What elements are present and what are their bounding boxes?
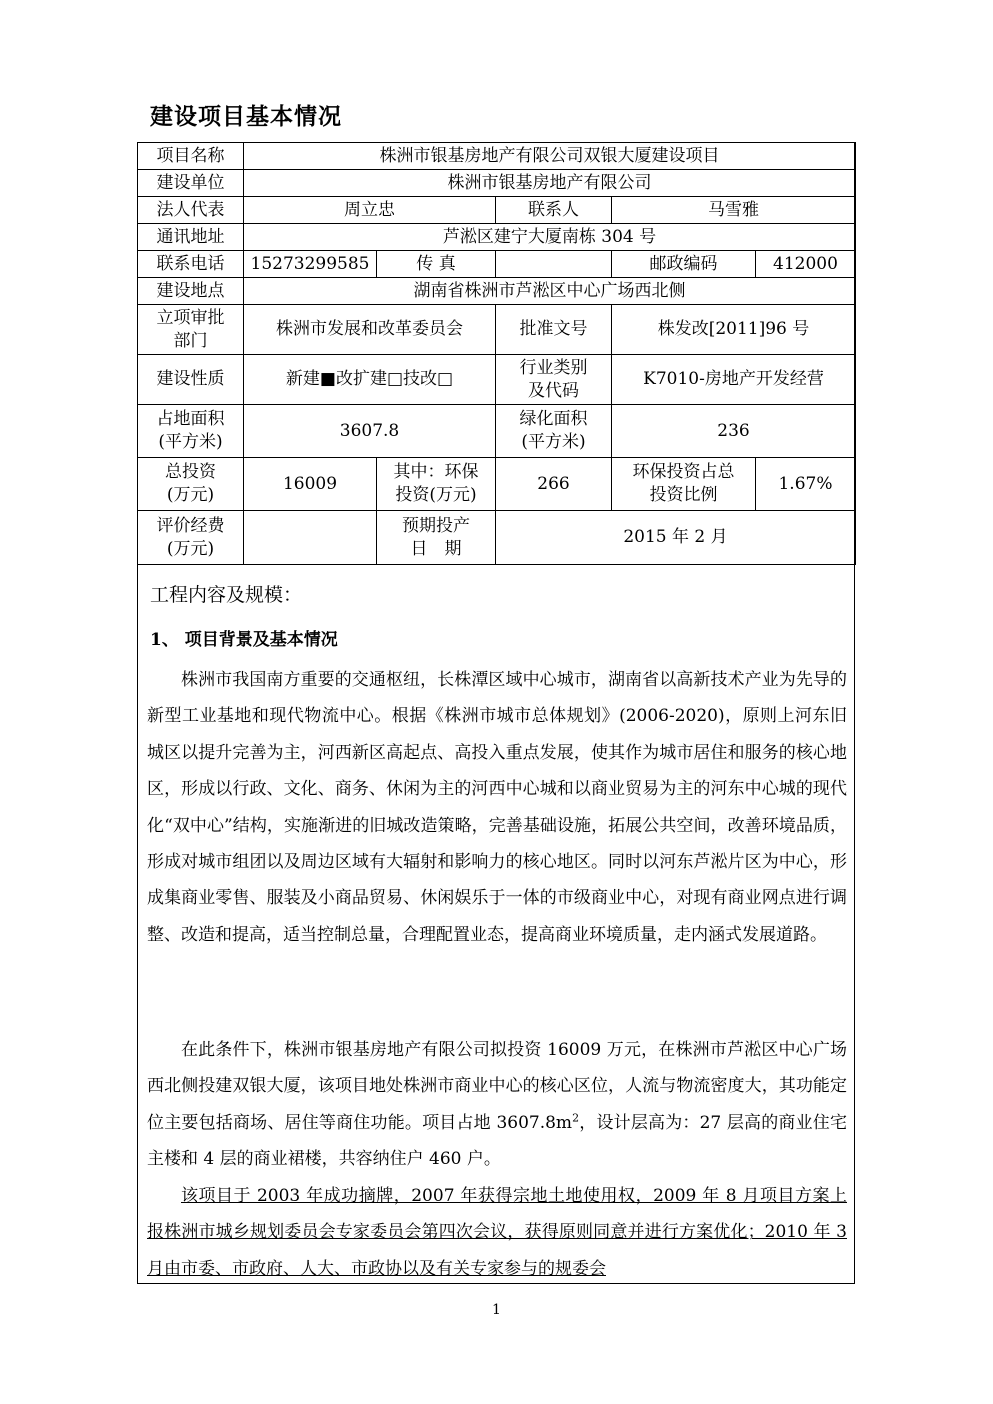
- label-env-ratio: 环保投资占总 投资比例: [612, 458, 756, 511]
- table-row: [138, 224, 856, 251]
- table-row: [138, 405, 856, 458]
- value-location: 湖南省株洲市芦淞区中心广场西北侧: [244, 278, 856, 305]
- label-location: 建设地点: [138, 278, 244, 305]
- label-builder: 建设单位: [138, 170, 244, 197]
- table-row: [138, 170, 856, 197]
- value-builder: 株洲市银基房地产有限公司: [244, 170, 856, 197]
- value-env-ratio: 1.67%: [756, 458, 856, 511]
- table-row: [138, 355, 856, 405]
- value-build-nature: 新建■改扩建□技改□: [244, 355, 496, 405]
- label-legal-rep: 法人代表: [138, 197, 244, 224]
- table-row: [138, 458, 856, 511]
- label-approval-dept: 立项审批 部门: [138, 305, 244, 355]
- paragraph-history: 该项目于 2003 年成功摘牌，2007 年获得宗地土地使用权，2009 年 8 月项目方案上报株洲市城乡规划委员会专家委员会第四次会议，获得原则同意并进行方案优化；2010 年 3 月由市委、市政府、人大、市政协以及有关专家参与的规委会: [147, 1186, 847, 1279]
- value-land-area: 3607.8: [244, 405, 496, 458]
- value-approval-dept: 株洲市发展和改革委员会: [244, 305, 496, 355]
- table-row: [138, 143, 856, 170]
- value-legal-rep: 周立忠: [244, 197, 496, 224]
- table-row: [138, 251, 856, 278]
- subsection-heading: 1、 项目背景及基本情况: [150, 630, 338, 650]
- value-total-investment: 16009: [244, 458, 377, 511]
- paragraph-background: 株洲市我国南方重要的交通枢纽，长株潭区域中心城市，湖南省以高新技术产业为先导的新型工业基地和现代物流中心。根据《株洲市城市总体规划》(2006-2020)，原则上河东旧城区以提升完善为主，河西新区高起点、高投入重点发展，使其作为城市居住和服务的核心地区，形成以行政、文化、商务、休闲为主的河西中心城和以商业贸易为主的河东中心城的现代化“双中心”结构，实施渐进的旧城改造策略，完善基础设施，拓展公共空间，改善环境品质，形成对城市组团以及周边区域有大辐射和影响力的核心地区。同时以河东芦淞片区为中心，形成集商业零售、服装及小商品贸易、休闲娱乐于一体的市级商业中心，对现有商业网点进行调整、改造和提高，适当控制总量，合理配置业态，提高商业环境质量，走内涵式发展道路。: [147, 670, 847, 945]
- value-eval-fee: [244, 511, 377, 565]
- label-contact: 联系人: [496, 197, 612, 224]
- label-green-area: 绿化面积 (平方米): [496, 405, 612, 458]
- page-number: 1: [492, 1302, 501, 1318]
- value-env-investment: 266: [496, 458, 612, 511]
- table-row: [138, 305, 856, 355]
- value-contact: 马雪雅: [612, 197, 856, 224]
- label-project-name: 项目名称: [138, 143, 244, 170]
- label-approval-no: 批准文号: [496, 305, 612, 355]
- label-fax: 传 真: [377, 251, 496, 278]
- table-row: [138, 278, 856, 305]
- label-build-nature: 建设性质: [138, 355, 244, 405]
- label-env-investment: 其中：环保 投资(万元): [377, 458, 496, 511]
- page-title: 建设项目基本情况: [150, 104, 342, 130]
- value-postcode: 412000: [756, 251, 856, 278]
- value-approval-no: 株发改[2011]96 号: [612, 305, 856, 355]
- paragraph-investment: 在此条件下，株洲市银基房地产有限公司拟投资 16009 万元，在株洲市芦淞区中心广场西北侧投建双银大厦，该项目地处株洲市商业中心的核心区位，人流与物流密度大，其功能定位主要包括商场、居住等商住功能。项目占地 $3607.8m^2$，设计层高为：27 层高的商业住宅主楼和 4 层的商业裙楼，共容纳住户 460 户。: [147, 1040, 847, 1170]
- label-expected-date: 预期投产 日 期: [377, 511, 496, 565]
- project-info-table: [137, 142, 856, 565]
- label-industry: 行业类别 及代码: [496, 355, 612, 405]
- table-row: [138, 511, 856, 565]
- value-project-name: 株洲市银基房地产有限公司双银大厦建设项目: [244, 143, 856, 170]
- value-expected-date: 2015 年 2 月: [496, 511, 856, 565]
- table-row: [138, 197, 856, 224]
- value-fax: [496, 251, 612, 278]
- section-heading: 工程内容及规模：: [150, 584, 303, 606]
- value-address: 芦淞区建宁大厦南栋 304 号: [244, 224, 856, 251]
- label-land-area: 占地面积 (平方米): [138, 405, 244, 458]
- label-postcode: 邮政编码: [612, 251, 756, 278]
- value-industry: K7010-房地产开发经营: [612, 355, 856, 405]
- label-eval-fee: 评价经费 (万元): [138, 511, 244, 565]
- label-address: 通讯地址: [138, 224, 244, 251]
- value-green-area: 236: [612, 405, 856, 458]
- label-total-investment: 总投资 (万元): [138, 458, 244, 511]
- value-phone: 15273299585: [244, 251, 377, 278]
- label-phone: 联系电话: [138, 251, 244, 278]
